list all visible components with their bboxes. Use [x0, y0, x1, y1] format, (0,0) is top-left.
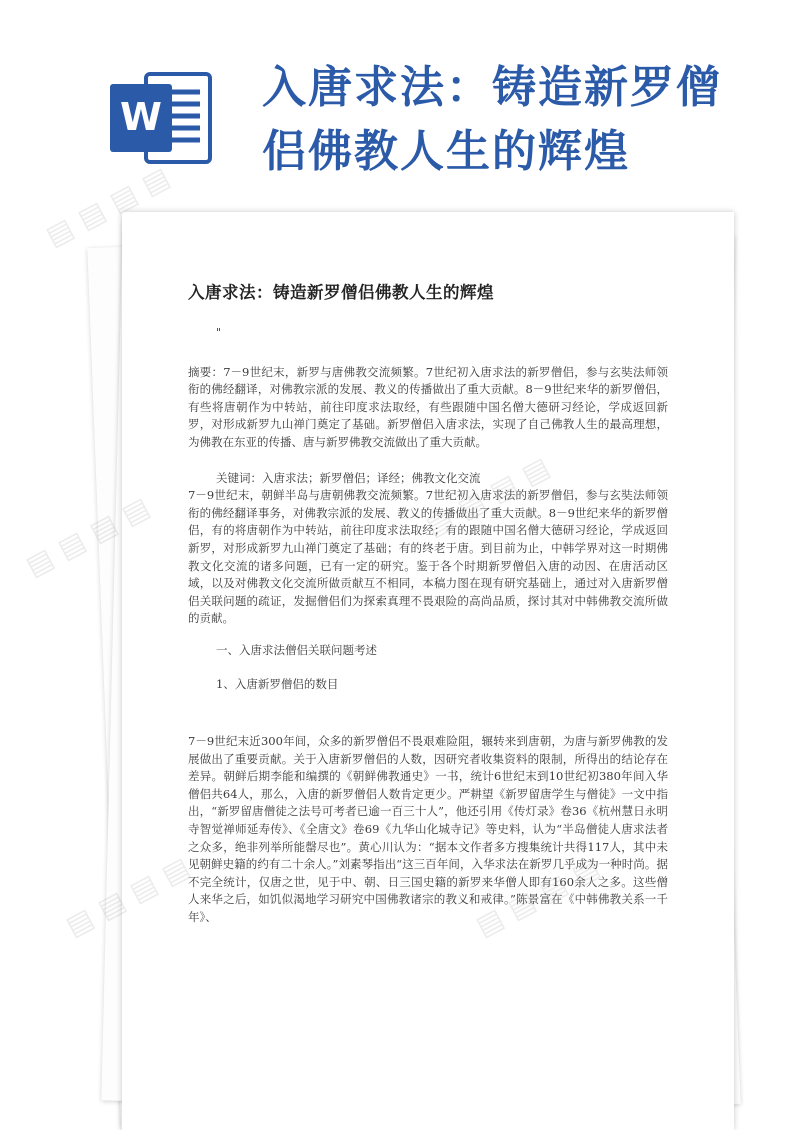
page-title: 入唐求法：铸造新罗僧侣佛教人生的辉煌: [262, 62, 722, 177]
section-heading: 一、入唐求法僧侣关联问题考述: [216, 642, 377, 657]
document-title: 入唐求法：铸造新罗僧侣佛教人生的辉煌: [188, 283, 494, 302]
quote-mark: ": [216, 325, 222, 339]
keywords-line: 关键词：入唐求法；新罗僧侣；译经；佛教文化交流: [216, 470, 481, 485]
intro-paragraph: 7－9世纪末，朝鲜半岛与唐朝佛教交流频繁。7世纪初入唐求法的新罗僧侣，参与玄奘法师领衔的佛经翻译事务，对佛教宗派的发展、教义的传播做出了重大贡献。8－9世纪来华的新罗僧侣，有的将唐朝作为中转站，前往印度求法取经；有的跟随中国名僧大德研习经论，学成返回新罗，对形成新罗九山禅门奠定了基础；有的终老于唐。到目前为止，中韩学界对这一时期佛教文化交流的诸多问题，已有一定的研究。鉴于各个时期新罗僧侣入唐的动因、在唐活动区域，以及对佛教文化交流所做贡献互不相同，本稿力图在现有研究基础上，通过对入唐新罗僧侣关联问题的疏证，发掘僧侣们为探索真理不畏艰险的高尚品质，探讨其对中韩佛教交流所做的贡献。: [188, 488, 668, 626]
abstract-paragraph: 摘要：7－9世纪末，新罗与唐佛教交流频繁。7世纪初入唐求法的新罗僧侣，参与玄奘法师领衔的佛经翻译，对佛教宗派的发展、教义的传播做出了重大贡献。8－9世纪来华的新罗僧侣，有些将唐朝作为中转站，前往印度求法取经，有些跟随中国名僧大德研习经论，学成返回新罗，对形成新罗九山禅门奠定了基础。新罗僧侣入唐求法，实现了自己佛教人生的最高理想，为佛教在东亚的传播、唐与新罗佛教交流做出了重大贡献。: [188, 364, 668, 449]
subsection-heading: 1、入唐新罗僧侣的数目: [216, 676, 339, 691]
body-paragraph: 7－9世纪末近300年间，众多的新罗僧侣不畏艰难险阻，辗转来到唐朝，为唐与新罗佛教的发展做出了重要贡献。关于入唐新罗僧侣的人数，因研究者收集资料的限制，所得出的结论存在差异。朝鲜后期李能和编撰的《朝鲜佛教通史》一书，统计6世纪末到10世纪初380年间入华僧侣共64人，那么，入唐的新罗僧侣人数肯定更少。严耕望《新罗留唐学生与僧徒》一文中指出，“新罗留唐僧徒之法号可考者已逾一百三十人”，他还引用《传灯录》卷36《杭州慧日永明寺智觉禅师延寿传》、《全唐文》卷69《九华山化城寺记》等史料，认为“半岛僧徒人唐求法者之众多，绝非列举所能罄尽也”。黄心川认为：“据本文作者多方搜集统计共得117人，其中未见朝鲜史籍的约有二十余人。”刘素琴指出“这三百年间，入华求法在新罗几乎成为一种时尚。据不完全统计，仅唐之世，见于中、朝、日三国史籍的新罗来华僧人即有160余人之多。这些僧人来华之后，如饥似渴地学习研究中国佛教诸宗的教义和戒律。”陈景富在《中韩佛教关系一千年》、: [188, 734, 668, 925]
document-body: [188, 276, 668, 927]
watermark-mark: ▤ ▤ ▤ ▤: [20, 490, 155, 583]
word-icon: [108, 68, 216, 168]
word-icon-letter: W: [120, 95, 162, 139]
watermark-mark: ▤: [60, 901, 100, 943]
watermark-mark: ▤ ▤ ▤ ▤: [40, 160, 175, 253]
